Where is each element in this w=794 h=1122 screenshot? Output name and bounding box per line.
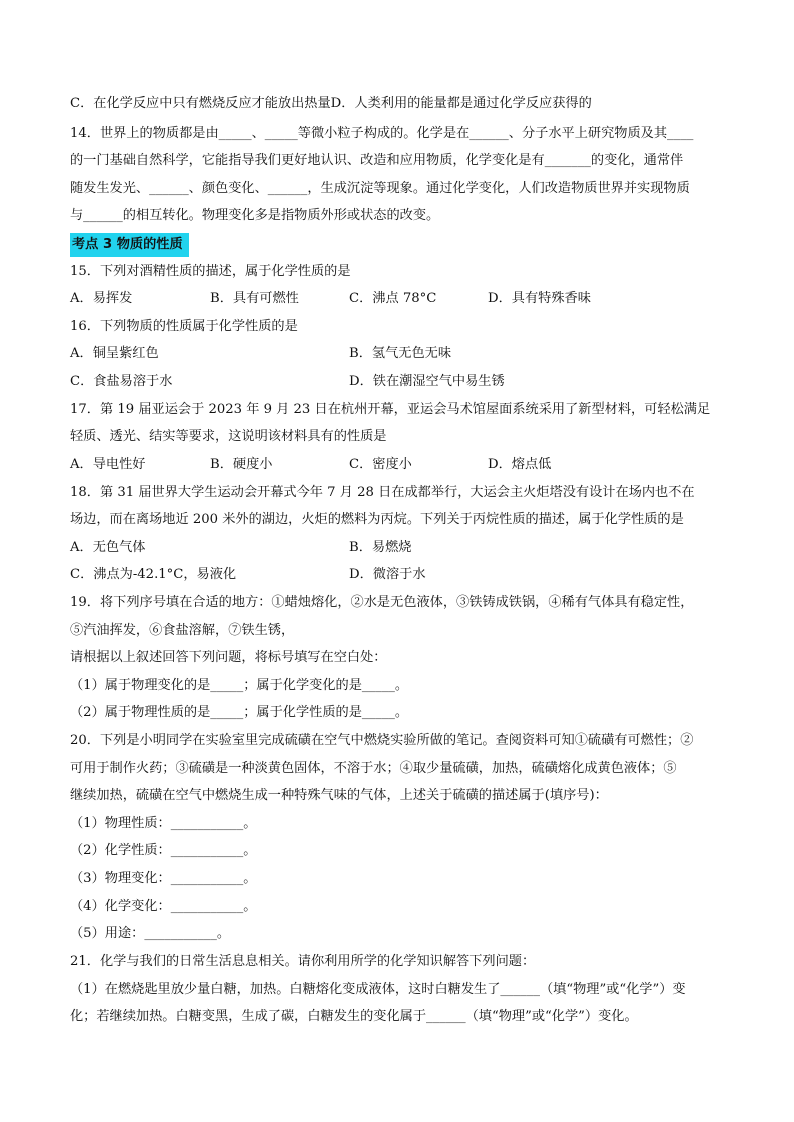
q18-stem-1: 18．第 31 届世界大学生运动会开幕式今年 7 月 28 日在成都举行，大运会主火炬塔没有设计在场内也不在 [70, 485, 695, 500]
q21-stem: 21．化学与我们的日常生活息息相关。请你利用所学的化学知识解答下列问题： [70, 954, 536, 969]
q14-line-2: 的一门基础自然科学，它能指导我们更好地认识、改造和应用物质，化学变化是有_______的变化，通常伴 [70, 153, 684, 168]
q20-sub-4: （4）化学变化：___________。 [70, 899, 257, 914]
q18-option-d: D．微溶于水 [349, 567, 426, 582]
q18-stem-2: 场边，而在离场地近 200 米外的湖边，火炬的燃料为丙烷。下列关于丙烷性质的描述，属于化学性质的是 [70, 512, 684, 527]
q14-line-4: 与______的相互转化。物理变化多是指物质外形或状态的改变。 [70, 208, 440, 223]
q21-sub-1-line-1: （1）在燃烧匙里放少量白糖，加热。白糖熔化变成液体，这时白糖发生了______（填“物理”或“化学”）变 [70, 982, 686, 997]
q15-option-b: B．具有可燃性 [210, 291, 299, 306]
q15-option-d: D．具有特殊香味 [488, 291, 591, 306]
q14-line-1: 14．世界上的物质都是由_____、_____等微小粒子构成的。化学是在______、分子水平上研究物质及其____ [70, 126, 694, 141]
q20-sub-1: （1）物理性质：___________。 [70, 816, 257, 831]
q20-sub-2: （2）化学性质：___________。 [70, 843, 257, 858]
q19-sub-2: （2）属于物理性质的是_____；属于化学性质的是_____。 [70, 705, 409, 720]
q18-option-a: A．无色气体 [70, 540, 146, 555]
q20-stem-2: 可用于制作火药；③硫磺是一种淡黄色固体，不溶于水；④取少量硫磺，加热，硫磺熔化成黄色液体；⑤ [70, 761, 677, 776]
q16-option-c: C．食盐易溶于水 [70, 374, 173, 389]
q17-option-a: A．导电性好 [70, 457, 146, 472]
q17-option-b: B．硬度小 [210, 457, 273, 472]
q19-stem-1: 19．将下列序号填在合适的地方：①蜡烛熔化，②水是无色液体，③铁铸成铁锅，④稀有气体具有稳定性， [70, 595, 694, 610]
q16-option-b: B．氢气无色无味 [349, 346, 452, 361]
q17-stem-1: 17．第 19 届亚运会于 2023 年 9 月 23 日在杭州开幕，亚运会马术馆屋面系统采用了新型材料，可轻松满足 [70, 402, 711, 417]
q21-sub-1-line-2: 化；若继续加热。白糖变黑，生成了碳，白糖发生的变化属于______（填“物理”或“化学”）变化。 [70, 1009, 638, 1024]
option-line-c-d: C．在化学反应中只有燃烧反应才能放出热量D．人类利用的能量都是通过化学反应获得的 [70, 96, 592, 111]
q17-option-c: C．密度小 [349, 457, 412, 472]
q14-line-3: 随发生发光、______、颜色变化、______，生成沉淀等现象。通过化学变化，人们改造物质世界并实现物质 [70, 181, 690, 196]
q20-sub-3: （3）物理变化：___________。 [70, 871, 257, 886]
q20-sub-5: （5）用途：___________。 [70, 926, 231, 941]
q18-option-c: C．沸点为-42.1°C，易液化 [70, 567, 237, 582]
q19-stem-3: 请根据以上叙述回答下列问题，将标号填写在空白处： [70, 650, 387, 665]
q19-stem-2: ⑤汽油挥发，⑥食盐溶解，⑦铁生锈， [70, 623, 295, 638]
q15-stem: 15．下列对酒精性质的描述，属于化学性质的是 [70, 264, 351, 279]
section-heading: 考点 3 物质的性质 [70, 233, 189, 257]
q20-stem-3: 继续加热，硫磺在空气中燃烧生成一种特殊气味的气体，上述关于硫磺的描述属于(填序号)： [70, 788, 608, 803]
q19-sub-1: （1）属于物理变化的是_____；属于化学变化的是_____。 [70, 678, 409, 693]
q20-stem-1: 20．下列是小明同学在实验室里完成硫磺在空气中燃烧实验所做的笔记。查阅资料可知①硫磺有可燃性；② [70, 733, 694, 748]
q15-option-a: A．易挥发 [70, 291, 133, 306]
q17-stem-2: 轻质、透光、结实等要求，这说明该材料具有的性质是 [70, 429, 387, 444]
q16-stem: 16．下列物质的性质属于化学性质的是 [70, 319, 298, 334]
q17-option-d: D．熔点低 [488, 457, 552, 472]
q16-option-a: A．铜呈紫红色 [70, 346, 159, 361]
q16-option-d: D．铁在潮湿空气中易生锈 [349, 374, 505, 389]
q15-option-c: C．沸点 78°C [349, 291, 437, 306]
q18-option-b: B．易燃烧 [349, 540, 412, 555]
